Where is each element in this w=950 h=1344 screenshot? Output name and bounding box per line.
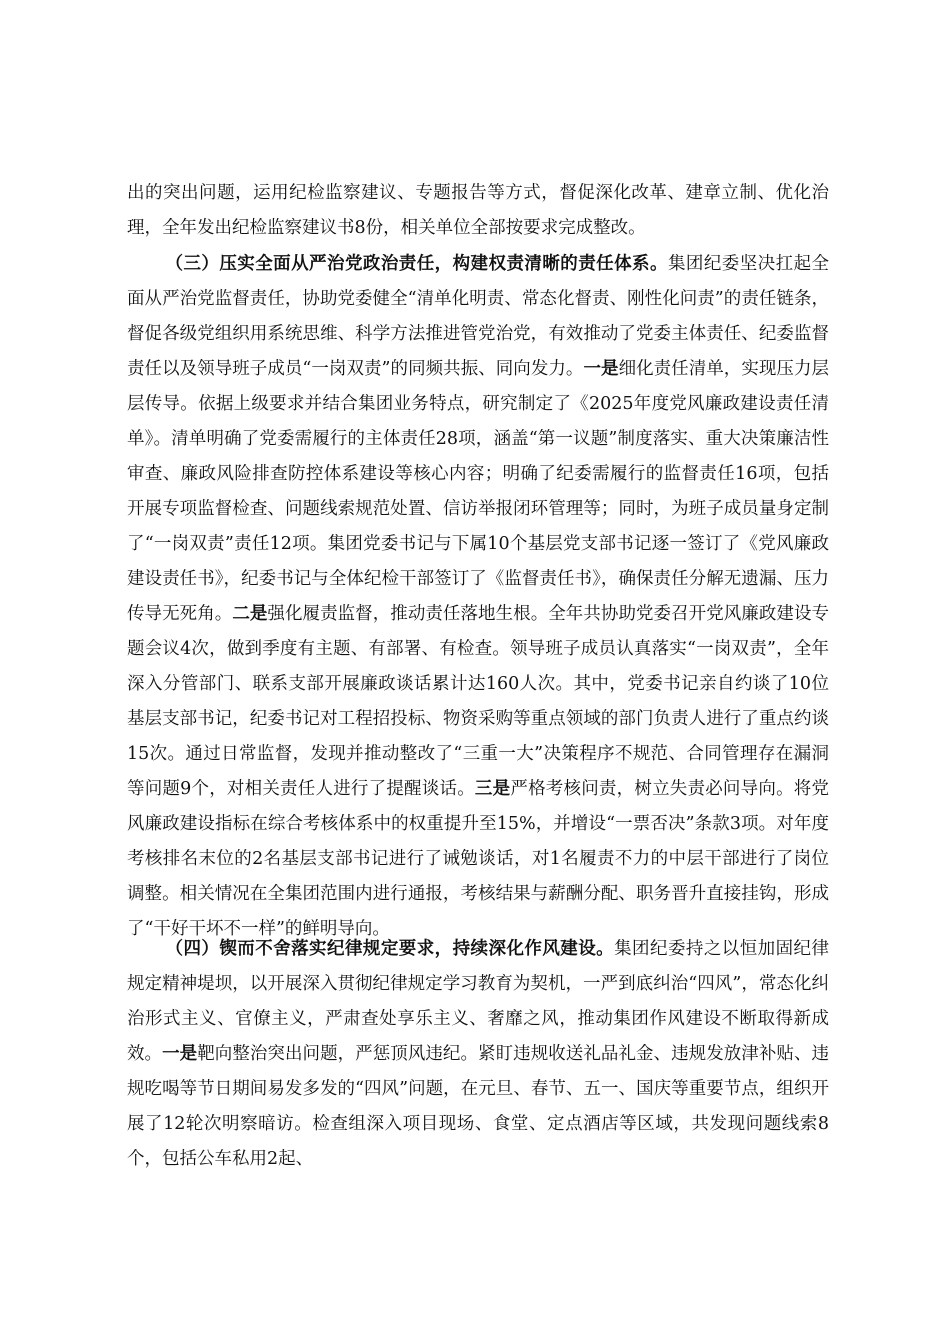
section-3-item-3-label: 三是 bbox=[474, 779, 511, 799]
section-3-item-3-text: 严格考核问责，树立失责必问导向。将党风廉政建设指标在综合考核体系中的权重提升至15%，并增设“一票否决”条款3项。对年度考核排名末位的2名基层支部书记进行了诫勉谈话，对1名履责不力的中层干部进行了岗位调整。相关情况在全集团范围内进行通报，考核结果与薪酬分配、职务晋升直接挂钩，形成了“干好干坏不一样”的鲜明导向。 bbox=[127, 779, 830, 939]
section-3-item-2-label: 二是 bbox=[232, 604, 268, 624]
section-3-heading: （三）压实全面从严治党政治责任，构建权责清晰的责任体系。 bbox=[165, 254, 668, 274]
section-3-item-1-label: 一是 bbox=[583, 359, 619, 379]
section-3-paragraph bbox=[127, 247, 829, 947]
continuation-text: 出的突出问题，运用纪检监察建议、专题报告等方式，督促深化改革、建章立制、优化治理，全年发出纪检监察建议书8份，相关单位全部按要求完成整改。 bbox=[127, 183, 829, 238]
section-3-intro: 集团纪委坚决扛起全面从严治党监督责任，协助党委健全“清单化明责、常态化督责、刚性化问责”的责任链条，督促各级党组织用系统思维、科学方法推进管党治党，有效推动了党委主体责任、纪委监督责任以及领导班子成员“一岗双责”的同频共振、同向发力。 bbox=[127, 254, 830, 379]
section-3-body bbox=[127, 247, 829, 947]
section-3-item-2-text: 强化履责监督，推动责任落地生根。全年共协助党委召开党风廉政建设专题会议4次，做到季度有主题、有部署、有检查。领导班子成员认真落实“一岗双责”，全年深入分管部门、联系支部开展廉政谈话累计达160人次。其中，党委书记亲自约谈了10位基层支部书记，纪委书记对工程招投标、物资采购等重点领域的部门负责人进行了重点约谈15次。通过日常监督，发现并推动整改了“三重一大”决策程序不规范、合同管理存在漏洞等问题9个，对相关责任人进行了提醒谈话。 bbox=[127, 604, 830, 799]
section-4-body bbox=[127, 932, 829, 1177]
continuation-paragraph bbox=[127, 176, 829, 246]
section-4-item-1-text: 靶向整治突出问题，严惩顶风违纪。紧盯违规收送礼品礼金、违规发放津补贴、违规吃喝等节日期间易发多发的“四风”问题，在元旦、春节、五一、国庆等重要节点，组织开展了12轮次明察暗访。检查组深入项目现场、食堂、定点酒店等区域，共发现问题线索8个，包括公车私用2起、 bbox=[127, 1044, 830, 1169]
section-4-paragraph bbox=[127, 932, 829, 1177]
section-4-intro: 集团纪委持之以恒加固纪律规定精神堤坝，以开展深入贯彻纪律规定学习教育为契机，一严到底纠治“四风”，常态化纠治形式主义、官僚主义，严肃查处享乐主义、奢靡之风，推动集团作风建设不断取得新成效。 bbox=[127, 939, 829, 1064]
section-3-item-1-text: 细化责任清单，实现压力层层传导。依据上级要求并结合集团业务特点，研究制定了《2025年度党风廉政建设责任清单》。清单明确了党委需履行的主体责任28项，涵盖“第一议题”制度落实、重大决策廉洁性审查、廉政风险排查防控体系建设等核心内容；明确了纪委需履行的监督责任16项，包括开展专项监督检查、问题线索规范处置、信访举报闭环管理等；同时，为班子成员量身定制了“一岗双责”责任12项。集团党委书记与下属10个基层党支部书记逐一签订了《党风廉政建设责任书》，纪委书记与全体纪检干部签订了《监督责任书》，确保责任分解无遗漏、压力传导无死角。 bbox=[127, 359, 829, 624]
section-4-item-1-label: 一是 bbox=[162, 1044, 198, 1064]
section-4-heading: （四）锲而不舍落实纪律规定要求，持续深化作风建设。 bbox=[165, 939, 615, 959]
